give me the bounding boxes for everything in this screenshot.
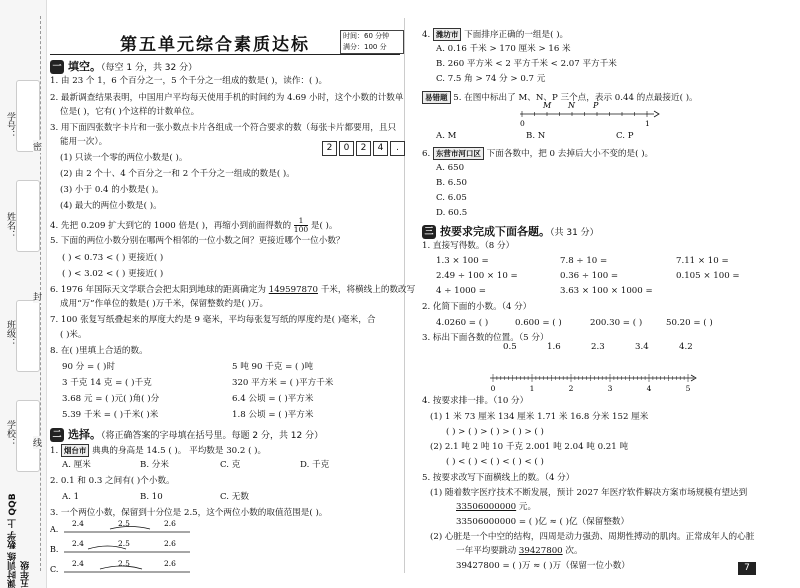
- q1-8-row2-right: 320 平方米 = ( )平方千米: [232, 378, 334, 388]
- mark-value: 4.2: [679, 342, 693, 352]
- section-2-badge: 二: [50, 428, 64, 442]
- range-right-label: 2.6: [164, 559, 176, 568]
- mnp-number-line: [510, 100, 660, 128]
- q1-2b: 位是( )，它有( )个这样的计数单位。: [60, 107, 200, 117]
- name-box[interactable]: [16, 180, 40, 252]
- decimal-point-card: .: [390, 141, 405, 156]
- q2-3: 3. 一个两位小数，保留到十分位是 2.5，这个两位小数的取值范围是( )。: [50, 508, 328, 518]
- q3-5-2a2: [456, 546, 583, 557]
- q3-5-1b: 33506000000 = ( )亿 ≈ ( )亿（保留整数）: [456, 517, 630, 527]
- q3-4: 4. 按要求排一排。（10 分）: [422, 396, 529, 406]
- section-2-note: （将正确答案的字母填在括号里。每题 2 分，共 12 分）: [101, 431, 324, 441]
- point-p: P: [593, 101, 599, 110]
- q2-4-option-a[interactable]: A. 0.16 千米 > 170 厘米 > 16 米: [436, 44, 571, 54]
- range-mid-label: 2.5: [118, 539, 130, 548]
- calc-2-2: 0.36 ÷ 100 =: [560, 271, 619, 281]
- q3-5-2b: 39427800 = ( )万 ≈ ( )万（保留一位小数）: [456, 561, 630, 571]
- section-2-title: 选择。: [68, 428, 101, 441]
- q2-2: 2. 0.1 和 0.3 之间有( )个小数。: [50, 476, 175, 486]
- calc-1-2: 7.8 ÷ 10 =: [560, 256, 608, 266]
- q1-3a: 3. 用下面四张数字卡片和一张小数点卡片各组成一个符合要求的数（每张卡片都要用，且只: [50, 123, 397, 133]
- name-label: 姓名：: [5, 212, 15, 239]
- tick-label: 0: [490, 384, 496, 393]
- q2-4-option-c[interactable]: C. 7.5 角 > 74 分 > 0.7 元: [436, 74, 546, 84]
- q2-4: 4. 潍坊市 下面排序正确的一组是( )。: [422, 30, 569, 40]
- point-n: N: [568, 101, 575, 110]
- range-left-label: 2.4: [72, 519, 84, 528]
- point-m: M: [543, 101, 552, 110]
- q2-1-option-b[interactable]: B. 分米: [140, 460, 169, 470]
- mark-value: 3.4: [635, 342, 649, 352]
- fraction-denominator: 100: [293, 225, 309, 234]
- q2-2-option-b[interactable]: B. 10: [140, 492, 163, 502]
- q2-2-option-a[interactable]: A. 1: [62, 492, 80, 502]
- position-number-line: [488, 370, 698, 394]
- q1-8: 8. 在( )里填上合适的数。: [50, 346, 148, 356]
- range-option-letter: C.: [50, 565, 59, 574]
- section-3-heading: [422, 223, 599, 239]
- q2-6-option-d[interactable]: D. 60.5: [436, 208, 468, 218]
- q1-6a: [50, 285, 415, 296]
- q3-4-2: (2) 2.1 吨 2 吨 10 千克 2.001 吨 2.04 吨 0.21 吨: [430, 442, 629, 452]
- seal-word-xian: 线: [33, 436, 42, 449]
- q3-5-1-number: [456, 502, 536, 513]
- section-1-heading: [50, 58, 197, 74]
- tick-label: 5: [685, 384, 691, 393]
- q1-4-post: 是( )。: [310, 221, 338, 231]
- tick-label: 4: [646, 384, 652, 393]
- digit-card: 0: [339, 141, 354, 156]
- q1-8-row3-right: 6.4 公顷 = ( )平方米: [232, 394, 314, 404]
- region-tag: 东营市河口区: [433, 147, 484, 160]
- tick-label: 2: [568, 384, 574, 393]
- q1-6a-post: 千米，将横线上的数改写: [317, 285, 416, 295]
- range-left-label: 2.4: [72, 539, 84, 548]
- binding-margin: [0, 0, 47, 588]
- q2-4-option-b[interactable]: B. 260 平方米 < 2 平方千米 < 2.07 平方千米: [436, 59, 617, 69]
- range-left-label: 2.4: [72, 559, 84, 568]
- q1-8-row1-left: 90 分 = ( )时: [62, 362, 115, 372]
- q1-6b: 成用“万”作单位的数是( )万千米，保留整数约是( )万。: [60, 299, 269, 309]
- q3-4-1: (1) 1 米 73 厘米 134 厘米 1.71 米 16.8 分米 152 厘米: [430, 412, 649, 422]
- range-option-letter: A.: [50, 525, 59, 534]
- q1-3-4: (4) 最大的两位小数是( )。: [60, 201, 162, 211]
- calc-3-2: 3.63 × 100 × 1000 =: [560, 286, 653, 296]
- q1-6a-number: 149597870: [268, 285, 318, 295]
- q3-5-2-pre: 一年平均要跳动: [456, 546, 519, 556]
- one-label: 1: [645, 119, 650, 128]
- q3-5-2a: (2) 心脏是一个中空的结构，四周是动力强劲、周期性搏动的肌肉。正常成年人的心脏: [430, 532, 755, 542]
- section-3-note: （共 31 分）: [550, 228, 599, 238]
- q2-6-option-a[interactable]: A. 650: [436, 163, 465, 173]
- q2-4-text: 下面排序正确的一组是( )。: [464, 30, 569, 40]
- simplify-4: 50.20 = ( ): [666, 318, 713, 328]
- seal-word-mi: 密: [33, 140, 42, 153]
- simplify-2: 0.600 = ( ): [515, 318, 562, 328]
- class-label: 班级：: [5, 320, 15, 347]
- time-limit: 时间：60 分钟: [343, 32, 390, 40]
- range-option-a[interactable]: [50, 519, 190, 534]
- q3-5-2-post: 次。: [562, 546, 583, 556]
- mark-value: 2.3: [591, 342, 605, 352]
- q3-1: 1. 直接写得数。（8 分）: [422, 241, 515, 251]
- q2-1-extra: 平均数是 30.2 ( )。: [189, 446, 267, 456]
- q2-2-option-c[interactable]: C. 无数: [220, 492, 249, 502]
- section-1-title: 填空。: [68, 60, 101, 73]
- q3-5: 5. 按要求改写下面横线上的数。（4 分）: [422, 473, 575, 483]
- range-mid-label: 2.5: [118, 519, 130, 528]
- q2-1-text: 典典的身高是 14.5 ( )。: [92, 446, 187, 456]
- q1-8-row2-left: 3 千克 14 克 = ( )千克: [62, 378, 152, 388]
- q3-5-2-underlined: 39427800: [518, 546, 563, 556]
- digit-card: 2: [356, 141, 371, 156]
- q3-4-1-answer: ( ) > ( ) > ( ) > ( ) > ( ): [446, 427, 544, 437]
- range-right-label: 2.6: [164, 539, 176, 548]
- digit-cards: [322, 135, 407, 156]
- full-score: 满分：100 分: [343, 43, 387, 51]
- q2-5-option-b[interactable]: B. N: [526, 131, 546, 141]
- mark-value: 0.5: [503, 342, 517, 352]
- q3-3: 3. 标出下面各数的位置。（5 分）: [422, 333, 549, 343]
- page-number: 7: [738, 562, 756, 575]
- calc-3-1: 4 ÷ 1000 =: [436, 286, 486, 296]
- time-score-box: [340, 30, 404, 54]
- section-3-title: 按要求完成下面各题。: [440, 225, 550, 238]
- q2-5-option-a[interactable]: A. M: [436, 131, 457, 141]
- range-option-b[interactable]: [50, 539, 190, 554]
- q1-2a: 2. 最新调查结果表明，中国用户平均每天使用手机的时间约为 4.69 小时，这个小数的计数单: [50, 93, 404, 103]
- calc-2-1: 2.49 ÷ 100 × 10 =: [436, 271, 518, 281]
- zero-label: 0: [520, 119, 525, 128]
- section-2-heading: [50, 426, 323, 442]
- q2-6-option-b[interactable]: B. 6.50: [436, 178, 467, 188]
- q2-6-text: 下面各数中，把 0 去掉后大小不变的是( )。: [486, 149, 654, 159]
- class-box[interactable]: [16, 300, 40, 372]
- page-title: 第五单元综合素质达标: [120, 35, 310, 55]
- q1-3-2: (2) 由 2 个十、4 个百分之一和 2 个千分之一组成的数是( )。: [60, 169, 295, 179]
- fraction-numerator: 1: [294, 217, 308, 226]
- q3-5-1a: (1) 随着数字医疗技术不断发展，预计 2027 年医疗软件解决方案市场规模有望达到: [430, 488, 748, 498]
- q1-8-row3-left: 3.68 元 = ( )元( )角( )分: [62, 394, 160, 404]
- q3-5-1-underlined: 33506000000: [456, 502, 517, 512]
- simplify-3: 200.30 = ( ): [590, 318, 643, 328]
- q1-3b: 能用一次）。: [60, 137, 108, 147]
- calc-2-3: 0.105 × 100 =: [676, 271, 740, 281]
- school-label: 学校：: [5, 420, 15, 447]
- region-tag: 潍坊市: [433, 28, 462, 41]
- q2-1-option-c[interactable]: C. 克: [220, 460, 241, 470]
- calc-1-3: 7.11 × 10 =: [676, 256, 729, 266]
- q3-5-1-tail: 元。: [516, 502, 537, 512]
- range-right-label: 2.6: [164, 519, 176, 528]
- q2-5-option-c[interactable]: C. P: [616, 131, 634, 141]
- q1-5-1: ( ) < 0.73 < ( ) 更接近( ): [62, 253, 164, 263]
- arrow-head-icon: [654, 111, 659, 117]
- fraction: [294, 217, 308, 234]
- q1-8-row1-right: 5 吨 90 千克 = ( )吨: [232, 362, 314, 372]
- q1-7b: ( )米。: [60, 330, 87, 340]
- error-prone-tag: 易错题: [422, 91, 451, 104]
- q1-3-3: (3) 小于 0.4 的小数是( )。: [60, 185, 164, 195]
- brand-label: 课时训练 数学 上 QQB 五年级: [8, 493, 31, 588]
- q2-1-option-a[interactable]: A. 厘米: [62, 460, 91, 470]
- q1-5-2: ( ) < 3.02 < ( ) 更接近( ): [62, 269, 164, 279]
- q1-1: 1. 由 23 个 1，6 个百分之一，5 个千分之一组成的数是( )，读作：( )。: [50, 76, 328, 86]
- q1-3-1: (1) 只读一个零的两位小数是( )。: [60, 153, 188, 163]
- q2-5-text: 5. 在图中标出了 M、N、P 三个点，表示 0.44 的点最接近( )。: [453, 93, 698, 103]
- q2-6: 6. 东营市河口区 下面各数中，把 0 去掉后大小不变的是( )。: [422, 149, 654, 159]
- section-1-badge: 一: [50, 60, 64, 74]
- q3-4-2-answer: ( ) < ( ) < ( ) < ( ) < ( ): [446, 457, 544, 467]
- range-mid-label: 2.5: [118, 559, 130, 568]
- student-id-label: 学号：: [5, 112, 15, 139]
- q2-6-option-c[interactable]: C. 6.05: [436, 193, 467, 203]
- q2-1: 1. 烟台市 典典的身高是 14.5 ( )。 平均数是 30.2 ( )。: [50, 446, 267, 456]
- q1-4-pre: 4. 先把 0.209 扩大到它的 1000 倍是( )，再缩小到前面得数的: [50, 221, 292, 231]
- q3-2: 2. 化简下面的小数。（4 分）: [422, 302, 532, 312]
- range-options-figure: [50, 519, 250, 583]
- q1-6a-pre: 6. 1976 年国际天文学联合会把太阳到地球的距离确定为: [50, 285, 269, 295]
- q2-1-option-d[interactable]: D. 千克: [300, 460, 330, 470]
- q1-4: [50, 217, 337, 234]
- simplify-1: 4.0260 = ( ): [436, 318, 489, 328]
- range-option-c[interactable]: [50, 559, 190, 574]
- digit-card: 2: [322, 141, 337, 156]
- q1-8-row4-right: 1.8 公顷 = ( )平方米: [232, 410, 314, 420]
- q1-5: 5. 下面的两位小数分别在哪两个相邻的一位小数之间？更接近哪个一位小数？: [50, 236, 345, 246]
- digit-card: 4: [373, 141, 388, 156]
- range-option-letter: B.: [50, 545, 59, 554]
- section-1-note: （每空 1 分，共 32 分）: [101, 63, 198, 73]
- mark-value: 1.6: [547, 342, 561, 352]
- seal-word-feng: 封: [33, 290, 42, 303]
- region-tag: 烟台市: [61, 444, 90, 457]
- calc-1-1: 1.3 × 100 =: [436, 256, 489, 266]
- tick-label: 1: [529, 384, 535, 393]
- title-rule: [50, 54, 400, 55]
- section-3-badge: 三: [422, 225, 436, 239]
- q1-7a: 7. 100 张复写纸叠起来的厚度大约是 9 毫米，平均每张复写纸的厚度约是( )毫米，合: [50, 315, 376, 325]
- tick-label: 3: [607, 384, 613, 393]
- q1-8-row4-left: 5.39 千米 = ( )千米( )米: [62, 410, 159, 420]
